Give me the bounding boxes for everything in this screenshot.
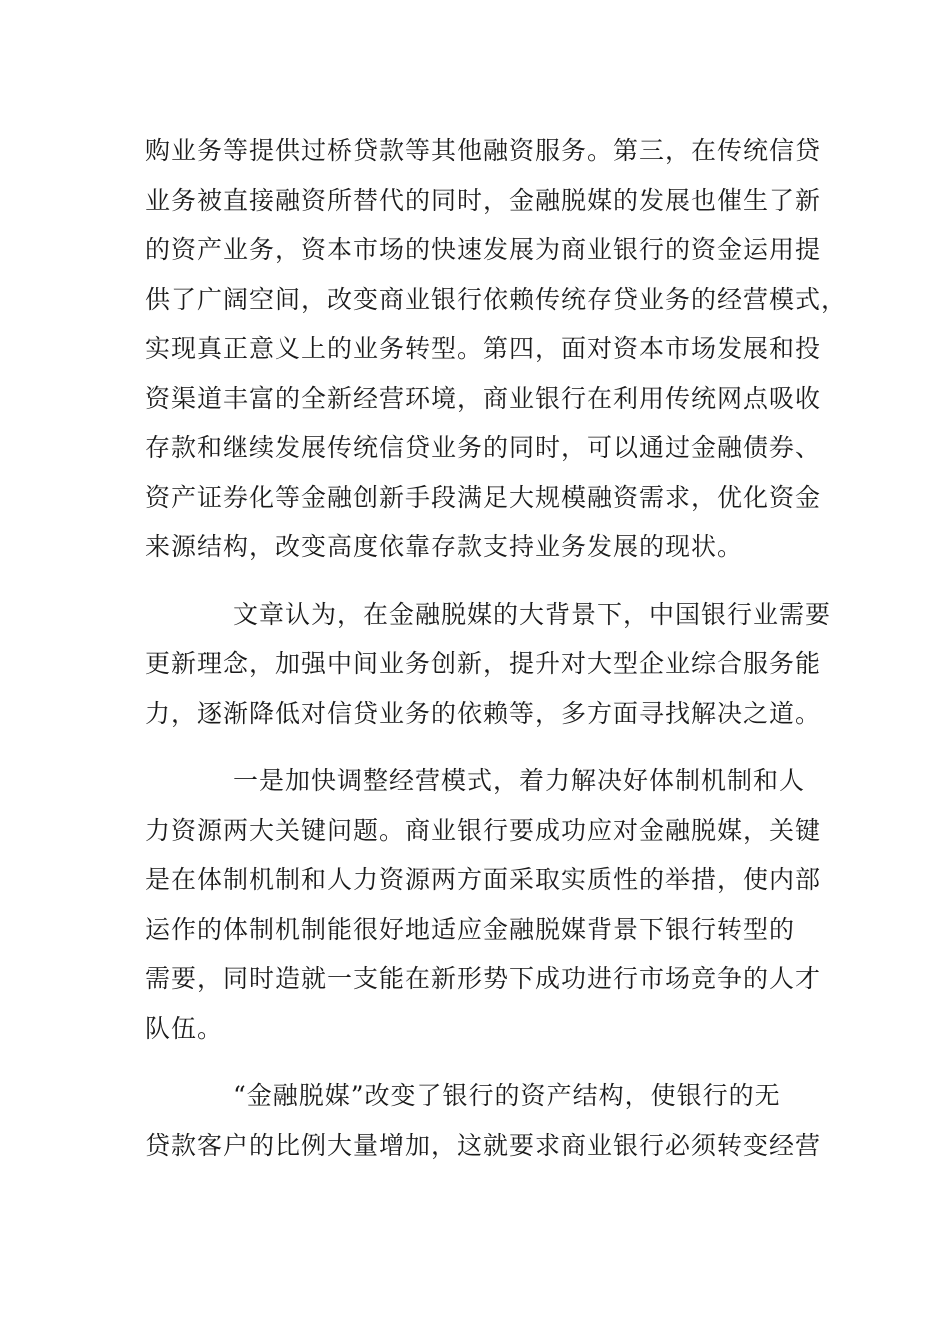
text-line: 需要，同时造就一支能在新形势下成功进行市场竞争的人才 — [145, 964, 822, 993]
document-body — [145, 126, 848, 1170]
paragraph-3 — [145, 756, 822, 1053]
text-line: 文章认为，在金融脱媒的大背景下，中国银行业需要 — [233, 599, 832, 629]
text-line: 运作的体制机制能很好地适应金融脱媒背景下银行转型的 — [145, 914, 796, 944]
text-line: 存款和继续发展传统信贷业务的同时，可以通过金融债券、 — [145, 433, 822, 462]
text-line: 购业务等提供过桥贷款等其他融资服务。第三，在传统信贷 — [145, 136, 822, 165]
text-line: 是在体制机制和人力资源两方面采取实质性的举措，使内部 — [145, 865, 822, 894]
text-line: 业务被直接融资所替代的同时，金融脱媒的发展也催生了新 — [145, 185, 822, 215]
text-line: 资渠道丰富的全新经营环境，商业银行在利用传统网点吸收 — [145, 383, 822, 413]
text-line: 一是加快调整经营模式，着力解决好体制机制和人 — [233, 766, 806, 795]
text-line: 队伍。 — [145, 1013, 224, 1043]
text-line: 的资产业务，资本市场的快速发展为商业银行的资金运用提 — [145, 235, 822, 264]
paragraph-4 — [145, 1071, 822, 1170]
text-line: 供了广阔空间，改变商业银行依赖传统存贷业务的经营模式， — [145, 284, 848, 314]
text-line: 力资源两大关键问题。商业银行要成功应对金融脱媒，关键 — [145, 815, 822, 845]
text-line: 来源结构，改变高度依靠存款支持业务发展的现状。 — [145, 532, 744, 561]
paragraph-2 — [145, 590, 832, 739]
text-line: 资产证券化等金融创新手段满足大规模融资需求，优化资金 — [145, 482, 822, 512]
paragraph-1 — [145, 126, 848, 572]
text-line: 贷款客户的比例大量增加，这就要求商业银行必须转变经营 — [145, 1130, 822, 1160]
text-line: 力，逐渐降低对信贷业务的依赖等，多方面寻找解决之道。 — [145, 698, 822, 728]
text-line: 实现真正意义上的业务转型。第四，面对资本市场发展和投 — [145, 334, 822, 363]
text-line: “金融脱媒”改变了银行的资产结构，使银行的无 — [233, 1081, 781, 1110]
text-line: 更新理念，加强中间业务创新，提升对大型企业综合服务能 — [145, 649, 822, 678]
